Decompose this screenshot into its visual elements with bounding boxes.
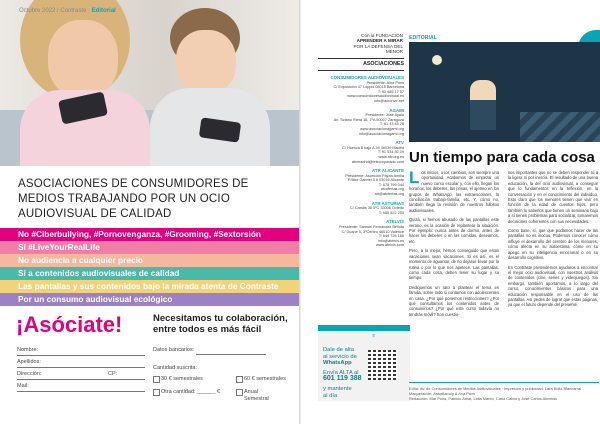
ad-line: al día [323, 392, 338, 399]
paragraph: Como base, sí, que que podamos hacer de las pantallas no es inocuo. Podemos conocer cómo influye el desarrollo del cerebro de los menores, cómo afecta en su autoestima, cómo en su apego en su inteligencia emocional o en su desarrollo cognitivo. [508, 228, 598, 261]
association-entry [318, 220, 404, 248]
campaign-bars [0, 228, 300, 306]
association-line: Av. Tiziano Riera 18, 1ºA 50007 Zaragoza [333, 117, 404, 122]
foundation-line: POR LA DEFENSA DEL MENOR [353, 43, 403, 55]
qr-code-pattern [368, 350, 398, 380]
address-field[interactable] [17, 379, 145, 380]
association-line: T: 61 43 45 28 [379, 122, 404, 127]
whatsapp-logo-icon: ✆ [372, 333, 376, 338]
association-entry [318, 141, 404, 164]
option-30-checkbox[interactable] [153, 376, 160, 383]
ad-line: Envía ALTA al [323, 369, 359, 376]
association-line: C/ Huesca 8 bajo A 39 46039 Madrid [342, 145, 404, 150]
campaign-bar: Por un consumo audiovisual ecológico [0, 293, 300, 306]
association-name: ATR ASTURIAS [371, 200, 404, 206]
paragraph: Quizá, si hemos abusado de las pantallas este verano, es la ocasión de replantear la situación. Por ejemplo: nunca antes de dormir, antes de hacer los deberes o en las comidas, deseamos, etc. [409, 217, 499, 244]
foundation-logo [345, 33, 403, 55]
address-label: Dirección: [17, 371, 42, 377]
credits-box [409, 382, 599, 401]
ad-line: y mantente [323, 385, 352, 392]
drop-cap: L [409, 168, 420, 187]
moon-icon [432, 55, 442, 65]
association-line: T: 91 534 80 09 [377, 150, 404, 155]
option-60-label: 60 € semestrales [244, 376, 286, 382]
left-page-title: ASOCIACIONES DE CONSUMIDORES DE MEDIOS TRABAJANDO POR UN OCIO AUDIOVISUAL DE CALIDAD [18, 178, 249, 220]
associations-column [318, 58, 404, 248]
foundation-line: Con la FUNDACIÓN [361, 33, 403, 38]
association-link[interactable]: www.asociacionagami.org [360, 126, 404, 131]
running-head-issue: Octubre 2022 / Contraste · [19, 8, 92, 14]
article-column-1 [409, 170, 499, 321]
campaign-bar: Sí a contenidos audiovisuales de calidad [0, 267, 300, 280]
ad-line: Dale de alta [323, 347, 354, 353]
association-link[interactable]: info@atelvis.es [378, 238, 404, 243]
whatsapp-ad-text [323, 347, 373, 399]
association-link[interactable]: atr@atvfertas.org [374, 192, 404, 197]
campaign-bar: No #Ciberbullying, #Pornovenganza, #Grooming, #Sextorsión [0, 228, 300, 241]
paragraph: Dediquemos un rato a plantear el tema en familia, sobre todo si contamos con adolescentes en casa. ¿Por qué ponemos restricciones? ¿Por qué consultamos los contenidos antes de consumirlos? ¿Por qué este curso todavía no tendrás móvil? Son cuestio- [409, 284, 499, 317]
semester-label: Semestral [244, 396, 269, 402]
paragraph: os inicios, o los cambios, son siempre una oportunidad. Acabamos de empezar un nuevo curso escolar y, con ello, llegan los horarios, los deberes, las prisas, el ajetreo en los grupos de WhatsApp, las extraescolares, la conciliación trabajo-familia, etc. Y, cómo no, también llega la revisión de nuestros hábitos audiovisuales. [409, 170, 499, 213]
bank-label: Datos bancarios: [153, 347, 195, 353]
association-name: AGAMI [389, 107, 404, 113]
paragraph: En Contraste pretendemos ayudaros a encontrar el mejor ocio audiovisual, con nuestros análisis de contenidos (cine, series y videojuegos). Sin embargo, también aportamos, a lo largo del curso, conocimientos básicos para una educación responsable en el uso de las pantallas. Así pedes de lograr que estas páginas, ya que el futuro depende del presente. [508, 264, 598, 308]
paragraph: nes importantes que no se deben responder tú a la ligera ni por inercia. El resultado de una buena educación, la del ocio audiovisual, a conseguir que lo fundamentos en la reflexión, en la conversación y en el conocimiento del individuo. Esto claro que los menores tienen que vivir en función de la edad de cuentos hijos, pero también lo saberlos que tienen un seminario bajo a sí tienen problemas para socializar, tomaremos decisiones coherentes con sus necesidades. [508, 170, 598, 224]
kids-with-phones-photo [0, 0, 300, 166]
association-line: Presidente: Aina Pons [366, 80, 404, 85]
paragraph: Pero, a lo mejor, hemos conseguido que estas vacaciones sean vacaciones. Si es así, es el momento de aguantar, de no dejarse llevar por la rutina o por lo que nos apetece. Las pantallas, como cada cosa, deben tener su lugar y su tiempo. [409, 248, 499, 281]
other-amount-checkbox[interactable] [153, 389, 160, 396]
annual-checkbox[interactable] [236, 389, 243, 396]
name-label: Nombre: [17, 347, 39, 353]
credit-line: Edita: Av. de Consumidores de Medios Audiovisuales · Impresión y publicidad: Lara Bolla Blancarral [409, 386, 581, 391]
campaign-bar: Las pantallas y sus contenidos bajo la mirada atenta de Contraste [0, 280, 300, 293]
ad-stripe [318, 325, 410, 331]
association-line: C/ Exposición 47 Loppis 08015 Barcelona [333, 85, 404, 90]
name-field[interactable] [17, 355, 145, 356]
association-link[interactable]: www.consumidoresaudiovisual.es [347, 94, 404, 99]
section-label: EDITORIAL [409, 35, 437, 41]
association-link[interactable]: info@acrorive.net [374, 98, 404, 103]
article-title: Un tiempo para cada cosa [409, 149, 595, 166]
association-link[interactable]: www.atv.org.es [378, 154, 404, 159]
association-link[interactable]: atvmadrid@telecorporado.com [352, 159, 404, 164]
association-link[interactable]: www.atelvis.com [375, 243, 404, 248]
association-line: P/Abd Gabriel 5 A 03016 Alicante [348, 178, 404, 183]
association-name: ATV [395, 140, 404, 146]
running-head-section: Editorial [91, 8, 116, 14]
join-heading: ¡Asóciate! [16, 312, 123, 337]
association-line: C/ Candis 38 5ºC 33006 Oviedo [350, 206, 404, 211]
association-entry [318, 109, 404, 137]
association-name: ATR ALICANTE [372, 168, 404, 174]
association-line: Presidente: Samuel Fernández Bellota [338, 225, 404, 230]
association-entry [318, 202, 404, 216]
association-entry [318, 169, 404, 197]
association-line: Presidente: Asunción Payan Amilia [345, 173, 404, 178]
person-figure-shadow [470, 100, 496, 130]
association-line: T: 646 726 186 [378, 234, 404, 239]
running-head [19, 8, 116, 14]
annual-label: Anual [244, 389, 259, 395]
association-link[interactable]: info@asociacionagami.org [359, 131, 404, 136]
option-30-label: 30 € semestrales [161, 376, 203, 382]
association-name: ATELVIS [386, 219, 404, 225]
surname-label: Apellidos: [17, 359, 41, 365]
campaign-bar: No audiencia a cualquier precio [0, 254, 300, 267]
whatsapp-number[interactable]: 601 119 388 [323, 375, 362, 383]
association-entry [318, 76, 404, 104]
option-60-checkbox[interactable] [236, 376, 243, 383]
association-line: T: 675 799 044 [378, 182, 404, 187]
association-line: T: 93 485 17 57 [377, 89, 404, 94]
other-amount-label: Otra cantidad: ______ € [161, 389, 221, 395]
foundation-line: APRENDER A MIRAR [356, 38, 403, 44]
surname-field[interactable] [17, 367, 145, 368]
campaign-bar: Sí #LiveYourRealLife [0, 241, 300, 254]
association-name: CONSUMIDORES AUDIOVISUALES [330, 75, 404, 80]
mail-field[interactable] [17, 391, 145, 392]
association-line: C/ Duane 5, 3ºCentro 46010 Valence [341, 229, 404, 234]
postcode-label: CP: [108, 371, 118, 377]
association-link[interactable]: atvofertas.org [380, 187, 404, 192]
ad-line: WhatsApp [323, 360, 352, 367]
ad-line: al servicio de [323, 353, 357, 360]
credit-line: Maquetación: Asturflamoy & Ana Pons [409, 391, 476, 396]
association-line: T: 985 522 253 [378, 210, 404, 215]
association-line: Presidente: José Ayala [365, 113, 404, 118]
collaboration-heading: Necesitamos tu colaboración, entre todos es más fácil [153, 313, 288, 335]
mail-label: Mail: [17, 383, 29, 389]
article-column-2 [508, 170, 598, 312]
credit-line: Redacción: Mar Pons, Patricio Amat, Lidia Martín, Carla Calvin y José Carlos Almeida [409, 396, 557, 401]
staircase-shape [520, 112, 600, 142]
bank-field[interactable] [196, 354, 266, 355]
amount-label: Cantidad suscrita: [153, 365, 198, 371]
associations-heading: ASOCIACIONES [318, 59, 404, 71]
